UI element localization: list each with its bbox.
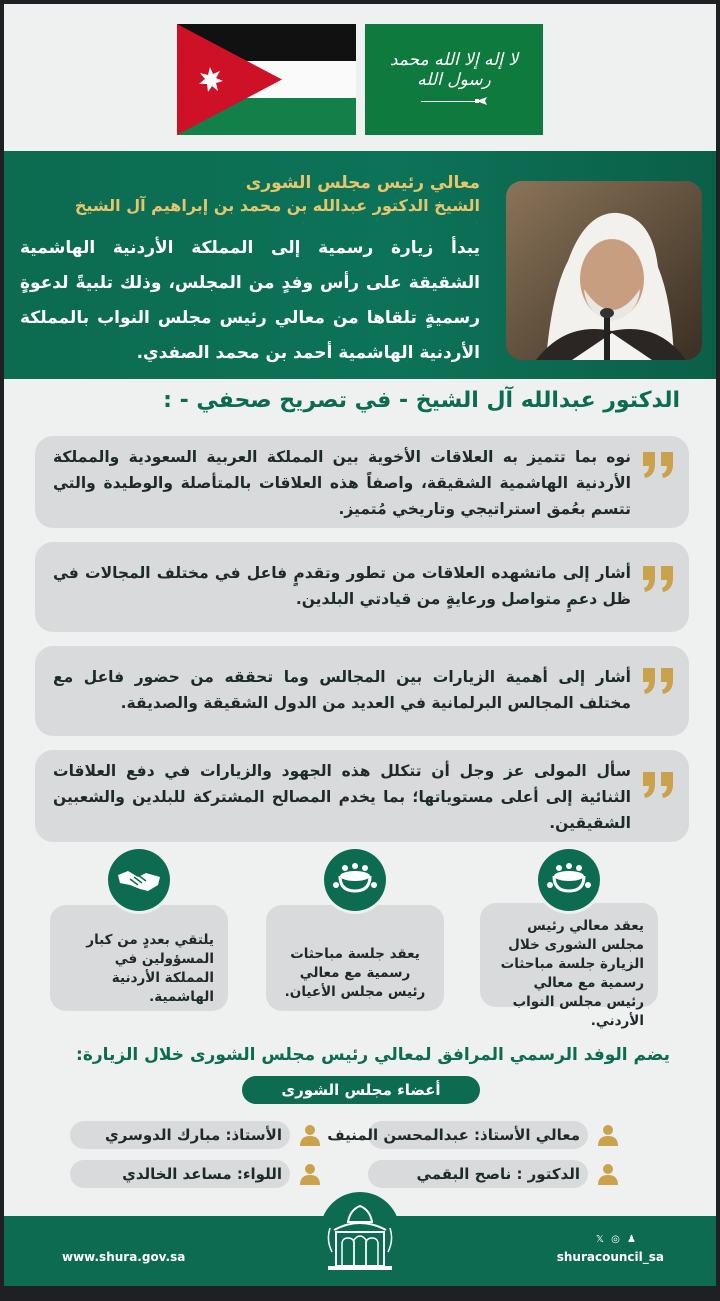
activity-text: يلتقي بعددٍ من كبار المسؤولين في المملكة الأردنية الهاشمية.: [86, 932, 214, 1005]
quote-card: [35, 750, 689, 842]
person-icon: [298, 1162, 322, 1186]
social-handle[interactable]: shuracouncil_sa: [556, 1250, 664, 1264]
meeting-table-icon: [324, 849, 386, 911]
delegation-title: يضم الوفد الرسمي المرافق لمعالي رئيس مجلس الشورى خلال الزيارة:: [76, 1045, 670, 1065]
x-icon[interactable]: 𝕏: [595, 1234, 606, 1245]
website-link[interactable]: www.shura.gov.sa: [62, 1250, 186, 1264]
quote-text: أشار إلى ماتشهده العلاقات من تطور وتقدمٍ فاعل في مختلف المجالات في ظل دعمٍ متواصل ورعايةٍ من قيادتي البلدين.: [53, 564, 631, 608]
activity-text: يعقد معالي رئيس مجلس الشورى خلال الزيارة جلسة مباحثات رسمية مع معالي رئيس مجلس النواب الأردني.: [500, 918, 644, 1029]
delegation-member: [327, 1121, 624, 1149]
activity-card: [266, 849, 444, 1001]
activity-card: [50, 849, 228, 1005]
person-icon: [596, 1162, 620, 1186]
header-title: معالي رئيس مجلس الشورى: [245, 173, 480, 193]
quote-text: أشار إلى أهمية الزيارات بين المجالس وما تحققه من حضور فاعل مع مختلف المجالس البرلمانية في العديد من الدول الشقيقة والصديقة.: [53, 668, 631, 712]
header-name: الشيخ الدكتور عبدالله بن محمد بن إبراهيم آل الشيخ: [74, 196, 480, 215]
member-name: الدكتور : ناصح البقمي: [368, 1160, 588, 1188]
header-band: [4, 151, 716, 379]
activity-text: يعقد جلسة مباحثات رسمية مع معالي رئيس مجلس الأعيان.: [284, 946, 426, 1000]
member-name: اللواء: مساعد الخالدي: [70, 1160, 290, 1188]
delegation-member: [70, 1121, 326, 1149]
quote-card: [35, 646, 689, 736]
meeting-table-icon: [538, 849, 600, 911]
infographic-page: [4, 4, 716, 1286]
header-body: يبدأ زيارة رسمية إلى المملكة الأردنية الهاشمية الشقيقة على رأس وفدٍ من المجلس، وذلك تلبيةً لدعوةٍ رسميةٍ تلقاها من معالي رئيس مجلس النواب بالمملكة الأردنية الهاشمية أحمد بن محمد الصفدي.: [20, 238, 480, 363]
speaker-portrait: [506, 181, 702, 360]
social-icons: [596, 1234, 638, 1245]
quote-mark-icon: [641, 770, 675, 800]
members-group-label: أعضاء مجلس الشورى: [242, 1076, 480, 1104]
quote-card: [35, 436, 689, 528]
member-name: الأستاذ: مبارك الدوسري: [70, 1121, 290, 1149]
quote-card: [35, 542, 689, 632]
flag-shahada: لا إله إلا الله محمد رسول الله: [389, 50, 519, 90]
quote-text: سأل المولى عز وجل أن تتكلل هذه الجهود والزيارات في دفع العلاقات الثنائية إلى أعلى مستوياتها؛ بما يخدم المصالح المشتركة للبلدين والشعبين الشقيقين.: [53, 762, 631, 832]
handshake-icon: [108, 849, 170, 911]
jordan-flag: [177, 24, 356, 135]
quote-mark-icon: [641, 564, 675, 594]
delegation-member: [70, 1160, 326, 1188]
person-icon: [298, 1123, 322, 1147]
quote-mark-icon: [641, 666, 675, 696]
instagram-icon[interactable]: ◎: [611, 1234, 622, 1245]
sword-icon: [419, 94, 489, 108]
saudi-flag: [365, 24, 543, 135]
statement-title: الدكتور عبدالله آل الشيخ - في تصريح صحفي - :: [163, 388, 680, 413]
person-icon: [596, 1123, 620, 1147]
activity-card: [480, 855, 658, 1029]
member-name: معالي الأستاذ: عبدالمحسن المنيف: [368, 1121, 588, 1149]
quote-text: نوه بما تتميز به العلاقات الأخوية بين المملكة العربية السعودية والمملكة الأردنية الهاشمية الشقيقة، واصفاً هذه العلاقات بالمتأصلة والوطيدة والتي تتسم بعُمق استراتيجي وتاريخي مُتميز.: [53, 448, 631, 518]
delegation-member: [368, 1160, 624, 1188]
quote-mark-icon: [641, 450, 675, 480]
shura-council-logo-icon: [322, 1200, 398, 1282]
snapchat-icon[interactable]: ♟: [627, 1234, 638, 1245]
